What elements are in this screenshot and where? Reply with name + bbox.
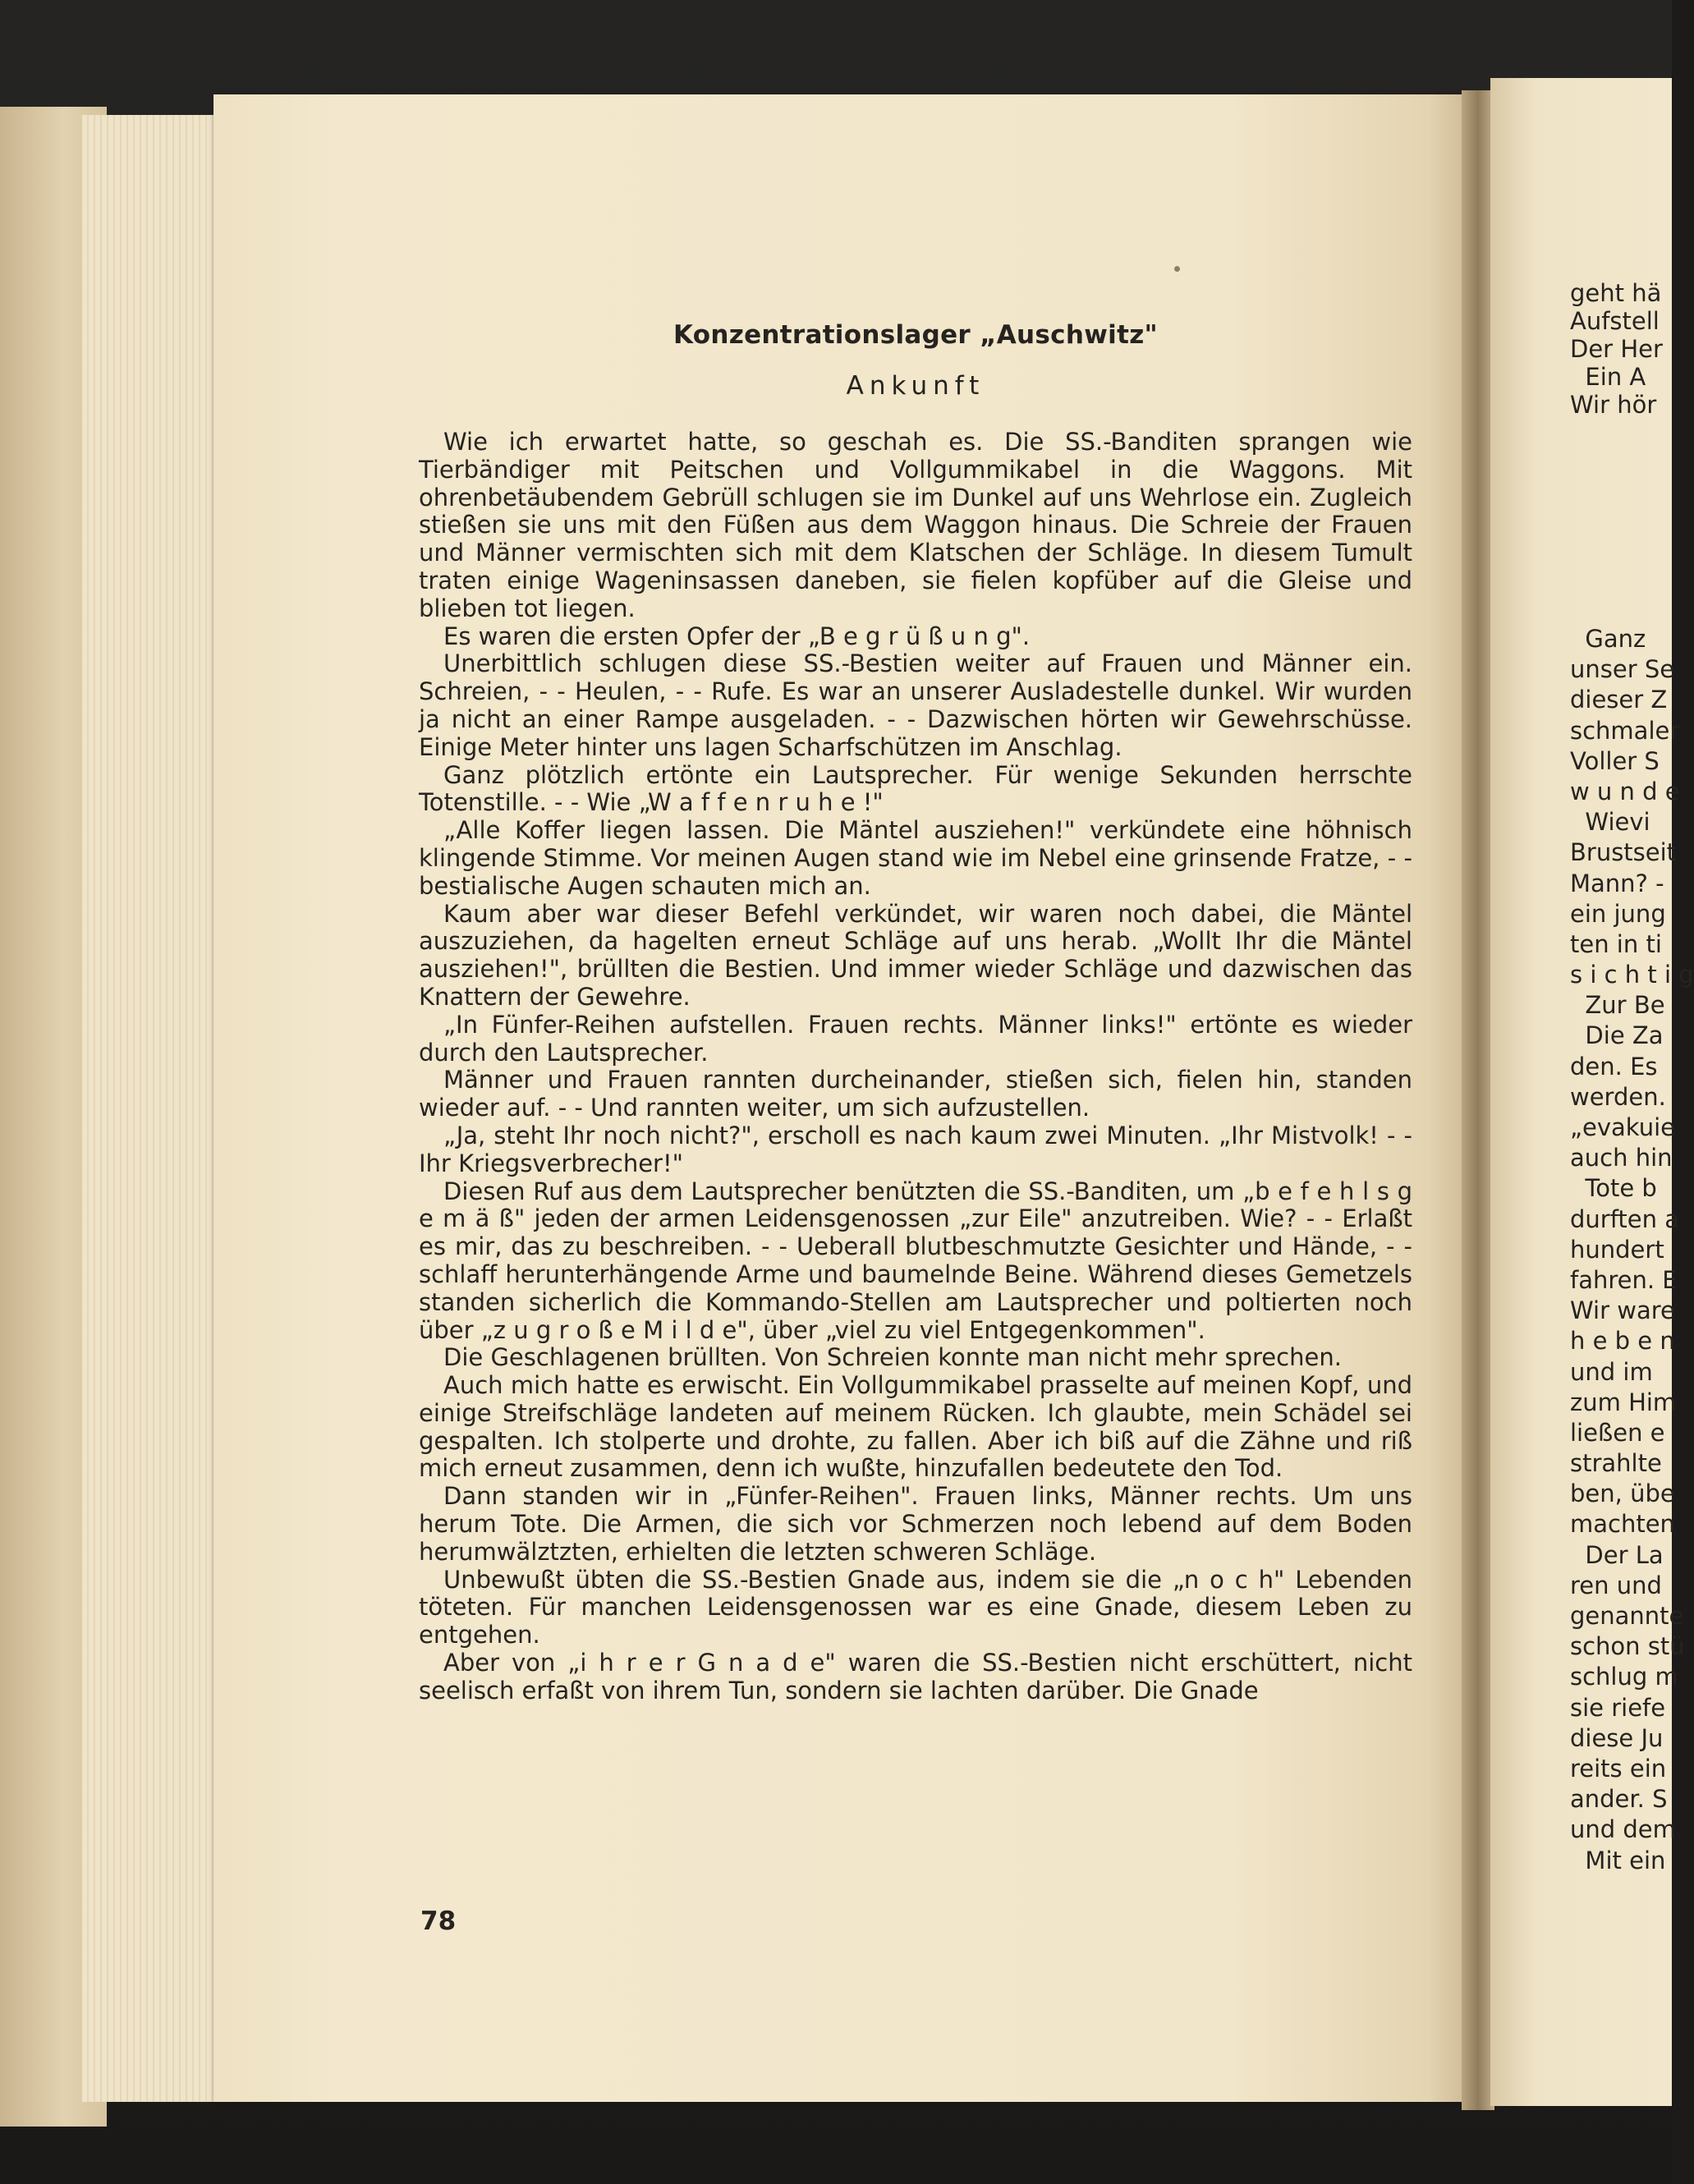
facing-line: hundert: [1570, 1235, 1664, 1264]
page-number: 78: [420, 1906, 457, 1936]
paragraph: Auch mich hatte es erwischt. Ein Vollgummikabel prasselte auf meinen Kopf, und einige Streifschläge landeten auf meinem Rücken. Ich glaubte, mein Schädel sei gespalten. Ich stolperte und drohte, zu fallen. Aber ich biß auf die Zähne und riß mich erneut zusammen, denn ich wußte, hinzufallen bedeutete den Tod.: [419, 1371, 1412, 1483]
facing-line: Brustseit: [1570, 838, 1677, 867]
book-gutter: [1462, 90, 1494, 2110]
facing-line: ben, übe: [1570, 1480, 1675, 1508]
paragraph: „Alle Koffer liegen lassen. Die Mäntel ausziehen!" verkündete eine höhnisch klingende Stimme. Vor meinen Augen stand wie im Nebel eine grinsende Fratze, - - bestialische Augen schauten mich an.: [419, 816, 1412, 900]
paragraph: Aber von „i h r e r G n a d e" waren die SS.-Bestien nicht erschüttert, nicht seelisch erfaßt von ihrem Tun, sondern sie lachten darüber. Die Gnade: [419, 1649, 1412, 1705]
facing-line: „evakuie: [1570, 1113, 1675, 1141]
paper-speck: [1174, 266, 1180, 272]
facing-line: ander. S: [1570, 1785, 1668, 1814]
facing-line: genannte: [1570, 1602, 1684, 1630]
facing-line: Die Za: [1570, 1021, 1664, 1050]
paragraph: Die Geschlagenen brüllten. Von Schreien konnte man nicht mehr sprechen.: [443, 1343, 1342, 1372]
facing-line: dieser Z: [1570, 686, 1668, 714]
paragraph: „Ja, steht Ihr noch nicht?", erscholl es nach kaum zwei Minuten. „Ihr Mistvolk! - - Ihr Kriegsverbrecher!": [419, 1121, 1412, 1177]
paragraph: Unbewußt übten die SS.-Bestien Gnade aus, indem sie die „n o c h" Lebenden töteten. Für manchen Leidensgenossen war es eine Gnade, diesem Leben zu entgehen.: [419, 1565, 1412, 1649]
facing-line: ten in ti: [1570, 929, 1662, 958]
facing-line: Der Her: [1570, 335, 1663, 363]
facing-line: Aufstell: [1570, 307, 1660, 335]
paragraph: Männer und Frauen rannten durcheinander, stießen sich, fielen hin, standen wieder auf. - - Und rannten weiter, um sich aufzustellen.: [419, 1066, 1412, 1122]
facing-line: und dem: [1570, 1815, 1676, 1844]
facing-line: und im: [1570, 1357, 1653, 1386]
section-subheading: Ankunft: [846, 371, 985, 401]
facing-line: Ganz: [1570, 625, 1646, 653]
paragraph: Unerbittlich schlugen diese SS.-Bestien weiter auf Frauen und Männer ein. Schreien, - - Heulen, - - Rufe. Es war an unserer Ausladestelle dunkel. Wir wurden ja nicht an einer Rampe ausgeladen. - - Dazwischen hörten wir Gewehrschüsse. Einige Meter hinter uns lagen Scharfschützen im Anschlag.: [419, 649, 1412, 761]
facing-line: ließen e: [1570, 1418, 1665, 1447]
facing-line: strahlte: [1570, 1449, 1662, 1478]
facing-line: s i c h t i g: [1570, 961, 1694, 989]
paragraph: Kaum aber war dieser Befehl verkündet, wir waren noch dabei, die Mäntel auszuziehen, da hagelten erneut Schläge auf uns herab. „Wollt Ihr die Mäntel ausziehen!", brüllten die Bestien. Und immer wieder Schläge und dazwischen das Knattern der Gewehre.: [419, 899, 1412, 1011]
page-text-block: [419, 320, 1412, 1705]
facing-line: auch hin: [1570, 1144, 1673, 1172]
facing-line: schmaler: [1570, 716, 1680, 745]
facing-line: Ein A: [1570, 363, 1646, 391]
page-stack-edges: [82, 115, 230, 2102]
facing-line: ren und: [1570, 1571, 1662, 1599]
facing-line: reits ein: [1570, 1754, 1667, 1783]
facing-line: Mann? -: [1570, 869, 1664, 897]
paragraph: Dann standen wir in „Fünfer-Reihen". Frauen links, Männer rechts. Um uns herum Tote. Die Armen, die sich vor Schmerzen noch lebend auf dem Boden herumwälztzten, erhielten die letzten schweren Schläge.: [419, 1482, 1412, 1566]
facing-page-text: [1570, 279, 1694, 1876]
paragraph: Diesen Ruf aus dem Lautsprecher benützten die SS.-Banditen, um „b e f e h l s g e m ä ß" jeden der armen Leidensgenossen „zur Eile" anzutreiben. Wie? - - Erlaßt es mir, das zu beschreiben. - - Ueberall blutbeschmutzte Gesichter und Hände, - - schlaff herunterhängende Arme und baumelnde Beine. Während dieses Gemetzels standen sicherlich die Kommando-Stellen am Lautsprecher und poltierten noch über „z u g r o ß e M i l d e", über „viel zu viel Entgegenkommen".: [419, 1177, 1412, 1344]
facing-line: unser Se: [1570, 655, 1675, 684]
facing-line: Wievi: [1570, 808, 1650, 837]
facing-line: ein jung: [1570, 899, 1666, 928]
facing-line: Wir hör: [1570, 391, 1657, 419]
facing-line: h e b e n: [1570, 1327, 1675, 1356]
paragraph: Wie ich erwartet hatte, so geschah es. Die SS.-Banditen sprangen wie Tierbändiger mit Peitschen und Vollgummikabel in die Waggons. Mit ohrenbetäubendem Gebrüll schlugen sie im Dunkel auf uns Wehrlose ein. Zugleich stießen sie uns mit den Füßen aus dem Waggon hinaus. Die Schreie der Frauen und Männer vermischten sich mit dem Klatschen der Schläge. In diesem Tumult traten einige Wageninsassen daneben, sie fielen kopfüber auf die Gleise und blieben tot liegen.: [419, 428, 1412, 622]
facing-line: fahren. E: [1570, 1265, 1678, 1294]
facing-line: Tote b: [1570, 1174, 1657, 1203]
facing-line: sie riefe: [1570, 1693, 1666, 1722]
facing-line: Der La: [1570, 1540, 1664, 1569]
facing-lines-lower: [1570, 624, 1694, 1876]
facing-line: Wir ware: [1570, 1296, 1675, 1325]
chapter-heading: Konzentrationslager „Auschwitz": [673, 320, 1159, 350]
facing-line: Mit ein: [1570, 1846, 1666, 1874]
facing-line: zum Him: [1570, 1388, 1677, 1416]
paragraph: „In Fünfer-Reihen aufstellen. Frauen rechts. Männer links!" ertönte es wieder durch den Lautsprecher.: [419, 1010, 1412, 1067]
paragraph: Ganz plötzlich ertönte ein Lautsprecher. Für wenige Sekunden herrschte Totenstille. - - Wie „W a f f e n r u h e !": [419, 760, 1412, 817]
facing-line: werden.: [1570, 1082, 1666, 1111]
facing-line: Zur Be: [1570, 991, 1665, 1020]
facing-line: schon stü: [1570, 1632, 1685, 1661]
facing-gap: [1570, 419, 1672, 624]
facing-line: machten: [1570, 1510, 1675, 1539]
facing-line: w u n d e: [1570, 777, 1680, 805]
paragraph: Es waren die ersten Opfer der „B e g r ü ß u n g".: [443, 622, 1031, 650]
facing-line: diese Ju: [1570, 1723, 1664, 1752]
facing-line: Voller S: [1570, 746, 1660, 775]
facing-line: geht hä: [1570, 279, 1662, 307]
facing-line: den. Es: [1570, 1052, 1658, 1081]
facing-line: schlug m: [1570, 1663, 1678, 1691]
facing-line: durften a: [1570, 1204, 1679, 1233]
